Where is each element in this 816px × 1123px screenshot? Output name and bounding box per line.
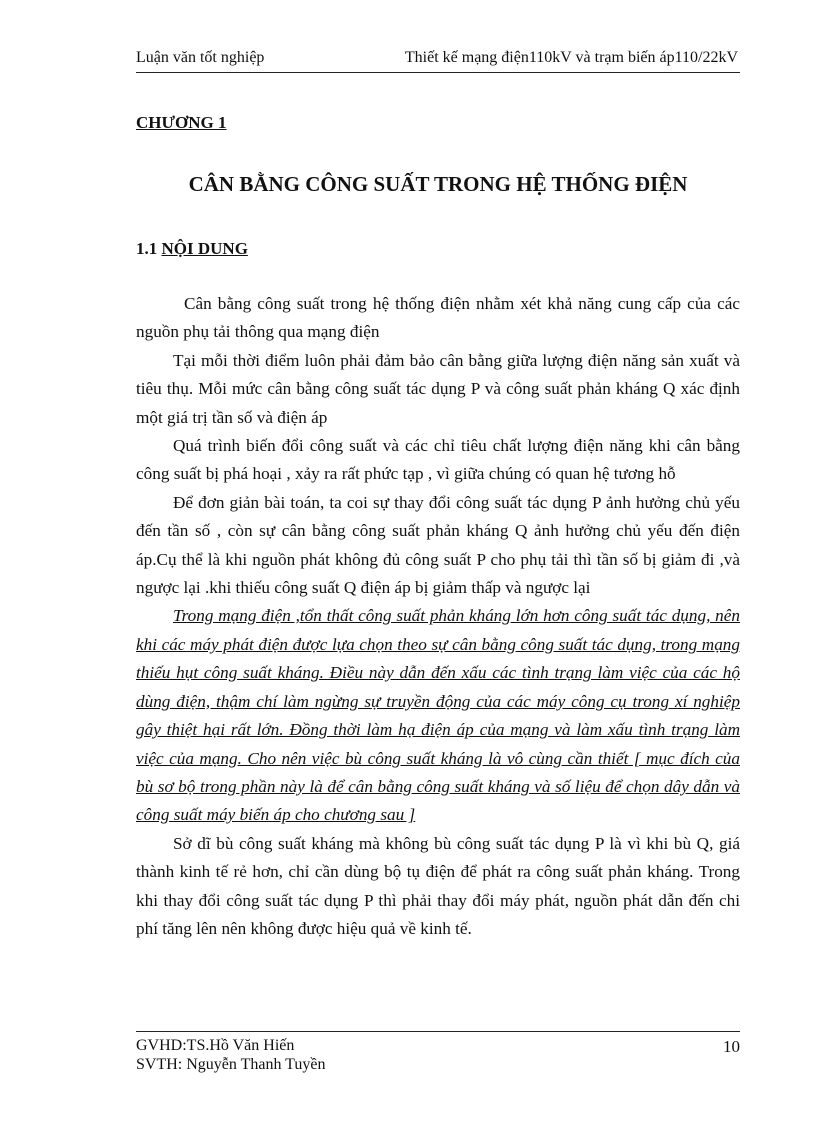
paragraph-2: Tại mỗi thời điểm luôn phải đảm bảo cân bằng giữa lượng điện năng sản xuất và tiêu thụ. Mỗi mức cân bằng công suất tác dụng P và công suất phản kháng Q xác định một giá trị tần số và điện áp bbox=[136, 350, 740, 427]
header-thesis-type: Luận văn tốt nghiệp bbox=[136, 49, 265, 66]
paragraph-3: Quá trình biến đổi công suất và các chỉ tiêu chất lượng điện năng khi cân bằng công suất bị phá hoại , xảy ra rất phức tạp , vì giữa chúng có quan hệ tương hỗ bbox=[136, 436, 740, 484]
section-title: NỘI DUNG bbox=[161, 239, 248, 258]
chapter-label: CHƯƠNG 1 bbox=[136, 113, 227, 132]
section-heading bbox=[136, 239, 248, 259]
paragraph-6: Sở dĩ bù công suất kháng mà không bù công suất tác dụng P là vì khi bù Q, giá thành kinh tế rẻ hơn, chỉ cần dùng bộ tụ điện để phát ra công suất phản kháng. Trong khi thay đổi công suất tác dụng P thì phải thay đổi máy phát, nguồn phát dẫn đến chi phí tăng lên nên không được hiệu quả về kinh tế. bbox=[136, 833, 740, 938]
header-thesis-title: Thiết kế mạng điện110kV và trạm biến áp110/22kV bbox=[404, 49, 738, 66]
paragraph-1: Cân bằng công suất trong hệ thống điện nhằm xét khả năng cung cấp của các nguồn phụ tải thông qua mạng điện bbox=[136, 294, 740, 342]
paragraph-5-emphasized: Trong mạng điện ,tổn thất công suất phản kháng lớn hơn công suất tác dụng, nên khi các máy phát điện được lựa chọn theo sự cân bằng công suất tác dụng, trong mạng thiếu hụt công suất kháng. Điều này dẫn đến xấu các tình trạng làm việc của các hộ dùng điện, thậm chí làm ngừng sự truyền động của các máy công cụ trong xí nghiệp gây thiệt hại rất lớn. Đồng thời làm hạ điện áp của mạng và làm xấu tình trạng làm việc của mạng. Cho nên việc bù công suất kháng là vô cùng cần thiết [ mục đích của bù sơ bộ trong phần này là để cân bằng công suất kháng và số liệu để chọn dây dẫn và công suất máy biến áp cho chương sau ] bbox=[136, 606, 740, 825]
page-header bbox=[136, 46, 740, 73]
page-number: 10 bbox=[723, 1037, 740, 1056]
paragraph-4: Để đơn giản bài toán, ta coi sự thay đổi công suất tác dụng P ảnh hưởng chủ yếu đến tần số , còn sự cân bằng công suất phản kháng Q ảnh hưởng chủ yếu đến điện áp.Cụ thể là khi nguồn phát không đủ công suất P cho phụ tải thì tần số bị giảm đi ,và ngược lại .khi thiếu công suất Q điện áp bị giảm thấp và ngược lại bbox=[136, 492, 740, 598]
section-number: 1.1 bbox=[136, 239, 158, 258]
chapter-title: CÂN BẰNG CÔNG SUẤT TRONG HỆ THỐNG ĐIỆN bbox=[188, 172, 688, 196]
footer-student: SVTH: Nguyễn Thanh Tuyền bbox=[136, 1056, 326, 1073]
footer-advisor: GVHD:TS.Hồ Văn Hiến bbox=[136, 1037, 295, 1054]
page-footer bbox=[136, 1031, 740, 1073]
body-text bbox=[136, 290, 740, 943]
